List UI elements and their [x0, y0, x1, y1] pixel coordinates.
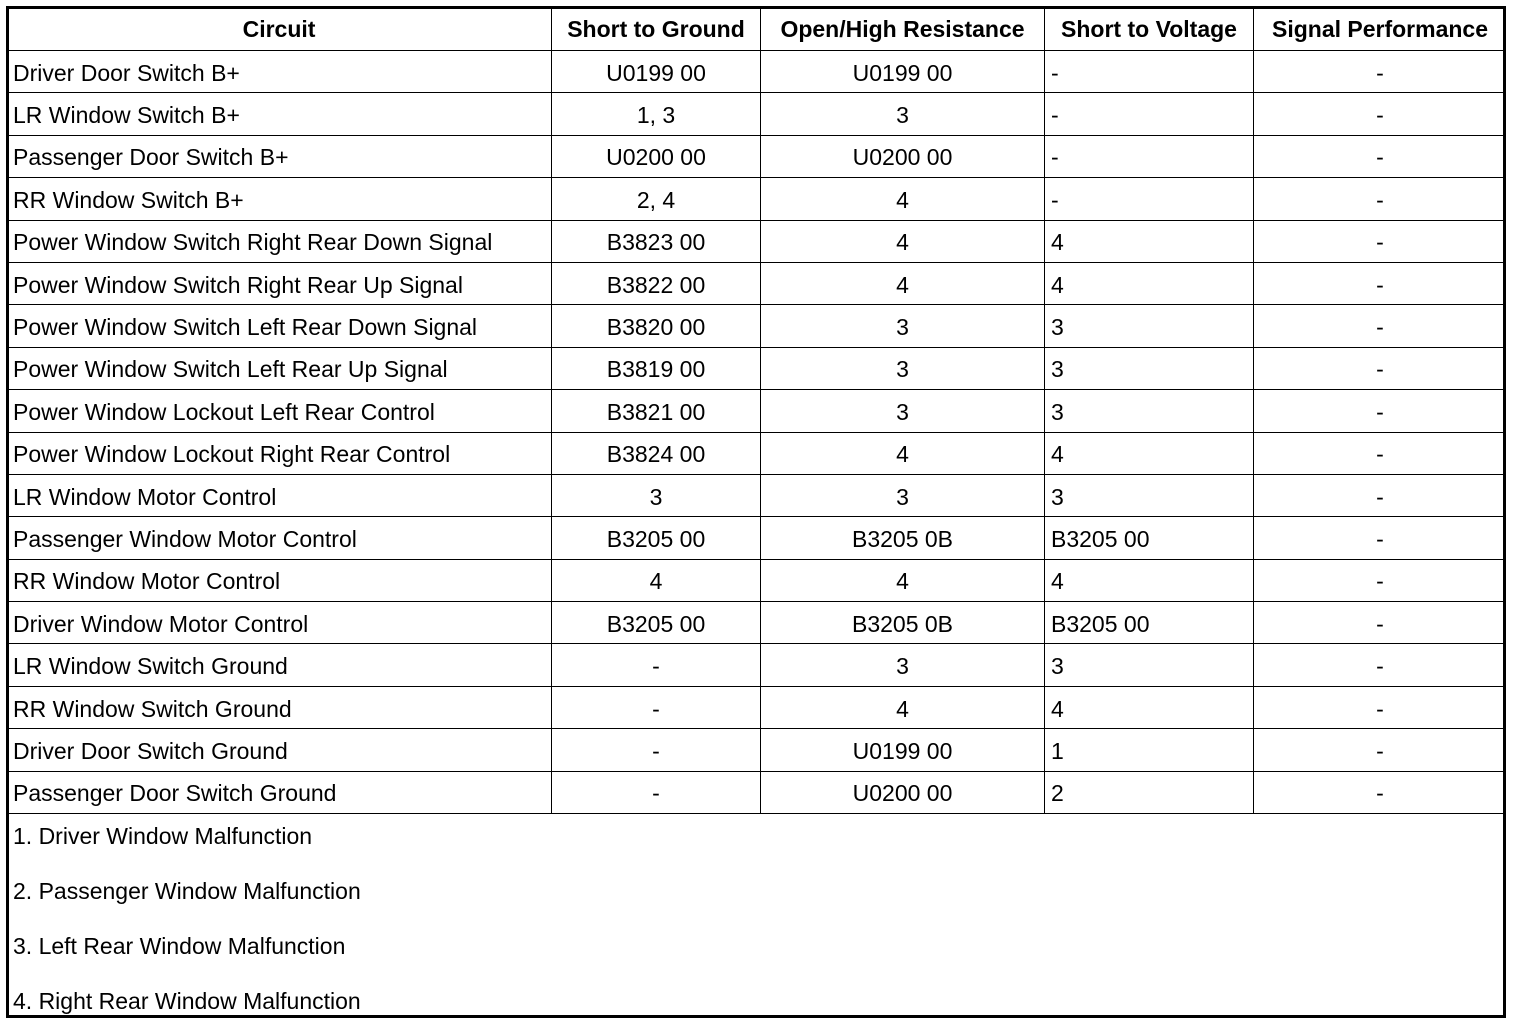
dtc-symptom-table-frame — [6, 6, 1506, 1018]
signal-performance-cell: - — [1254, 602, 1507, 644]
short-to-voltage-cell: 3 — [1045, 347, 1254, 389]
short-to-voltage-cell: 3 — [1045, 644, 1254, 686]
signal-performance-cell: - — [1254, 686, 1507, 728]
signal-performance-cell: - — [1254, 390, 1507, 432]
note-3: 3. Left Rear Window Malfunction — [13, 933, 346, 960]
table-body — [7, 51, 1507, 814]
open-high-resistance-cell: 3 — [761, 347, 1045, 389]
open-high-resistance-cell: B3205 0B — [761, 517, 1045, 559]
short-to-ground-cell: B3820 00 — [552, 305, 761, 347]
short-to-ground-cell: B3823 00 — [552, 220, 761, 262]
short-to-ground-cell: U0199 00 — [552, 51, 761, 93]
signal-performance-cell: - — [1254, 93, 1507, 135]
circuit-cell: Driver Door Switch B+ — [7, 51, 552, 93]
short-to-ground-cell: 3 — [552, 474, 761, 516]
short-to-ground-cell: 2, 4 — [552, 178, 761, 220]
short-to-ground-cell: B3205 00 — [552, 602, 761, 644]
table-row — [7, 305, 1507, 347]
table-row — [7, 474, 1507, 516]
signal-performance-cell: - — [1254, 729, 1507, 771]
signal-performance-cell: - — [1254, 474, 1507, 516]
circuit-cell: Power Window Switch Right Rear Down Signal — [7, 220, 552, 262]
notes-row — [7, 814, 1507, 1018]
open-high-resistance-cell: 3 — [761, 644, 1045, 686]
signal-performance-cell: - — [1254, 517, 1507, 559]
short-to-voltage-cell: - — [1045, 93, 1254, 135]
short-to-voltage-cell: 4 — [1045, 220, 1254, 262]
signal-performance-cell: - — [1254, 305, 1507, 347]
circuit-cell: LR Window Motor Control — [7, 474, 552, 516]
table-row — [7, 559, 1507, 601]
circuit-cell: Driver Window Motor Control — [7, 602, 552, 644]
note-1: 1. Driver Window Malfunction — [13, 823, 313, 850]
table-row — [7, 262, 1507, 304]
signal-performance-cell: - — [1254, 51, 1507, 93]
open-high-resistance-cell: U0199 00 — [761, 729, 1045, 771]
signal-performance-cell: - — [1254, 262, 1507, 304]
open-high-resistance-cell: 3 — [761, 93, 1045, 135]
table-row — [7, 517, 1507, 559]
open-high-resistance-cell: 3 — [761, 474, 1045, 516]
open-high-resistance-cell: U0200 00 — [761, 135, 1045, 177]
signal-performance-cell: - — [1254, 178, 1507, 220]
signal-performance-cell: - — [1254, 432, 1507, 474]
circuit-cell: Passenger Window Motor Control — [7, 517, 552, 559]
table-row — [7, 602, 1507, 644]
short-to-ground-cell: - — [552, 644, 761, 686]
table-row — [7, 93, 1507, 135]
table-row — [7, 135, 1507, 177]
header-signal-performance: Signal Performance — [1254, 7, 1507, 51]
short-to-voltage-cell: - — [1045, 178, 1254, 220]
circuit-cell: RR Window Motor Control — [7, 559, 552, 601]
header-open-high-resistance: Open/High Resistance — [761, 7, 1045, 51]
notes-cell — [7, 814, 1507, 1018]
table-row — [7, 686, 1507, 728]
open-high-resistance-cell: 4 — [761, 559, 1045, 601]
open-high-resistance-cell: U0200 00 — [761, 771, 1045, 813]
table-row — [7, 729, 1507, 771]
short-to-ground-cell: - — [552, 729, 761, 771]
short-to-ground-cell: B3821 00 — [552, 390, 761, 432]
circuit-cell: Power Window Lockout Left Rear Control — [7, 390, 552, 432]
header-circuit: Circuit — [7, 7, 552, 51]
header-short-to-voltage: Short to Voltage — [1045, 7, 1254, 51]
short-to-voltage-cell: 3 — [1045, 305, 1254, 347]
short-to-ground-cell: - — [552, 686, 761, 728]
short-to-ground-cell: B3205 00 — [552, 517, 761, 559]
open-high-resistance-cell: 4 — [761, 432, 1045, 474]
circuit-cell: Power Window Switch Left Rear Up Signal — [7, 347, 552, 389]
open-high-resistance-cell: 4 — [761, 220, 1045, 262]
short-to-voltage-cell: 4 — [1045, 432, 1254, 474]
short-to-ground-cell: - — [552, 771, 761, 813]
note-2: 2. Passenger Window Malfunction — [13, 878, 361, 905]
signal-performance-cell: - — [1254, 220, 1507, 262]
open-high-resistance-cell: B3205 0B — [761, 602, 1045, 644]
short-to-voltage-cell: 2 — [1045, 771, 1254, 813]
circuit-cell: Power Window Switch Left Rear Down Signal — [7, 305, 552, 347]
header-row — [7, 7, 1507, 51]
table-row — [7, 220, 1507, 262]
circuit-cell: RR Window Switch Ground — [7, 686, 552, 728]
short-to-ground-cell: U0200 00 — [552, 135, 761, 177]
short-to-voltage-cell: 3 — [1045, 474, 1254, 516]
table-row — [7, 644, 1507, 686]
open-high-resistance-cell: 3 — [761, 305, 1045, 347]
open-high-resistance-cell: 4 — [761, 262, 1045, 304]
open-high-resistance-cell: 4 — [761, 178, 1045, 220]
circuit-cell: LR Window Switch Ground — [7, 644, 552, 686]
signal-performance-cell: - — [1254, 644, 1507, 686]
circuit-cell: LR Window Switch B+ — [7, 93, 552, 135]
short-to-voltage-cell: 3 — [1045, 390, 1254, 432]
short-to-voltage-cell: 4 — [1045, 686, 1254, 728]
table-row — [7, 390, 1507, 432]
table-row — [7, 771, 1507, 813]
signal-performance-cell: - — [1254, 135, 1507, 177]
short-to-voltage-cell: - — [1045, 135, 1254, 177]
table-row — [7, 432, 1507, 474]
dtc-symptom-table — [6, 6, 1506, 1018]
circuit-cell: Power Window Switch Right Rear Up Signal — [7, 262, 552, 304]
table-row — [7, 178, 1507, 220]
signal-performance-cell: - — [1254, 559, 1507, 601]
short-to-ground-cell: 1, 3 — [552, 93, 761, 135]
circuit-cell: Power Window Lockout Right Rear Control — [7, 432, 552, 474]
table-row — [7, 347, 1507, 389]
short-to-voltage-cell: B3205 00 — [1045, 602, 1254, 644]
circuit-cell: Driver Door Switch Ground — [7, 729, 552, 771]
short-to-voltage-cell: B3205 00 — [1045, 517, 1254, 559]
circuit-cell: RR Window Switch B+ — [7, 178, 552, 220]
open-high-resistance-cell: 3 — [761, 390, 1045, 432]
note-4: 4. Right Rear Window Malfunction — [13, 988, 361, 1015]
short-to-voltage-cell: 4 — [1045, 262, 1254, 304]
short-to-voltage-cell: - — [1045, 51, 1254, 93]
signal-performance-cell: - — [1254, 347, 1507, 389]
short-to-ground-cell: B3824 00 — [552, 432, 761, 474]
header-short-to-ground: Short to Ground — [552, 7, 761, 51]
short-to-voltage-cell: 1 — [1045, 729, 1254, 771]
short-to-voltage-cell: 4 — [1045, 559, 1254, 601]
short-to-ground-cell: 4 — [552, 559, 761, 601]
short-to-ground-cell: B3819 00 — [552, 347, 761, 389]
open-high-resistance-cell: U0199 00 — [761, 51, 1045, 93]
circuit-cell: Passenger Door Switch Ground — [7, 771, 552, 813]
signal-performance-cell: - — [1254, 771, 1507, 813]
circuit-cell: Passenger Door Switch B+ — [7, 135, 552, 177]
open-high-resistance-cell: 4 — [761, 686, 1045, 728]
short-to-ground-cell: B3822 00 — [552, 262, 761, 304]
table-row — [7, 51, 1507, 93]
